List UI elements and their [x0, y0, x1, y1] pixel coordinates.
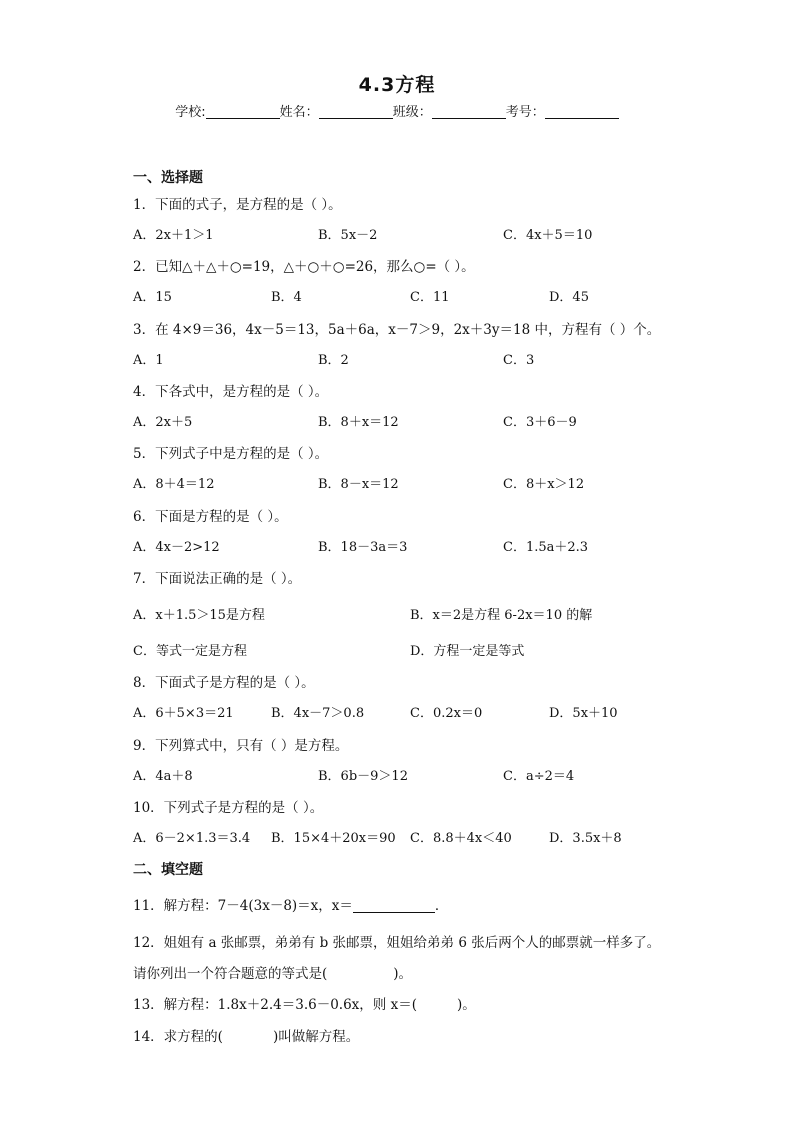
question-8-option-d[interactable]: D．5x＋10	[549, 706, 618, 721]
school-blank[interactable]	[206, 104, 280, 119]
question-5-stem: 5．下列式子中是方程的是（ ）。	[133, 446, 329, 462]
class-blank[interactable]	[432, 104, 506, 119]
question-9-option-b[interactable]: B．6b－9＞12	[318, 769, 408, 784]
question-12-line-2-start: 请你列出一个符合题意的等式是(	[133, 966, 328, 982]
question-7-option-c[interactable]: C．等式一定是方程	[133, 644, 247, 659]
question-13-end: )。	[456, 997, 476, 1013]
question-12-line-2-end: )。	[393, 966, 413, 982]
question-8-option-b[interactable]: B．4x－7＞0.8	[271, 706, 365, 721]
question-3-option-c[interactable]: C．3	[503, 353, 535, 368]
question-13-stem: 13．解方程：1.8x＋2.4＝3.6－0.6x，则 x＝(	[133, 997, 417, 1013]
question-12-line-2	[133, 962, 412, 982]
question-2-option-d[interactable]: D．45	[549, 290, 589, 305]
question-14-stem: 14．求方程的(	[133, 1029, 223, 1045]
question-10-option-a[interactable]: A．6－2×1.3＝3.4	[133, 831, 251, 846]
name-blank[interactable]	[319, 104, 393, 119]
section-choice-heading: 一、选择题	[133, 170, 203, 186]
name-label: 姓名：	[279, 105, 319, 120]
question-7-option-d[interactable]: D．方程一定是等式	[410, 644, 525, 659]
question-8-option-c[interactable]: C．0.2x＝0	[410, 706, 483, 721]
question-1-stem: 1．下面的式子，是方程的是（ ）。	[133, 197, 342, 213]
question-8-stem: 8．下面式子是方程的是（ ）。	[133, 675, 315, 691]
question-1-option-c[interactable]: C．4x＋5＝10	[503, 228, 593, 243]
question-7-option-a[interactable]: A．x＋1.5＞15是方程	[133, 608, 265, 623]
question-2-option-c[interactable]: C．11	[410, 290, 450, 305]
question-2-stem: 2．已知△＋△＋○=19，△＋○＋○=26，那么○=（ ）。	[133, 259, 475, 275]
question-5-option-a[interactable]: A．8＋4＝12	[133, 477, 215, 492]
page-title: 4.3方程	[358, 74, 436, 96]
question-6-option-c[interactable]: C．1.5a＋2.3	[503, 540, 589, 555]
question-4-option-b[interactable]: B．8＋x＝12	[318, 415, 399, 430]
question-10-option-d[interactable]: D．3.5x＋8	[549, 831, 622, 846]
question-4-option-a[interactable]: A．2x＋5	[133, 415, 193, 430]
question-5-option-c[interactable]: C．8＋x＞12	[503, 477, 585, 492]
question-9-stem: 9．下列算式中，只有（ ）是方程。	[133, 738, 349, 754]
question-10-option-b[interactable]: B．15×4＋20x＝90	[271, 831, 396, 846]
question-11	[133, 894, 448, 914]
question-1-option-a[interactable]: A．2x＋1＞1	[133, 228, 214, 243]
question-14	[133, 1025, 359, 1045]
question-8-option-a[interactable]: A．6＋5×3＝21	[133, 706, 234, 721]
question-13	[133, 993, 476, 1013]
question-3-option-a[interactable]: A．1	[133, 353, 164, 368]
question-14-end: )叫做解方程。	[272, 1029, 360, 1045]
question-3-option-b[interactable]: B．2	[318, 353, 349, 368]
student-info-line	[0, 101, 794, 120]
question-1-option-b[interactable]: B．5x－2	[318, 228, 378, 243]
question-3-stem: 3．在 4×9＝36，4x－5＝13，5a＋6a，x－7＞9，2x＋3y＝18 中，方程有（ ）个。	[133, 322, 661, 338]
number-label: 考号：	[505, 105, 545, 120]
question-9-option-c[interactable]: C．a÷2＝4	[503, 769, 575, 784]
question-11-stem: 11．解方程：7－4(3x－8)＝x，x＝	[133, 898, 353, 914]
question-2-option-a[interactable]: A．15	[133, 290, 172, 305]
question-9-option-a[interactable]: A．4a＋8	[133, 769, 193, 784]
question-11-answer-blank[interactable]	[353, 898, 435, 913]
question-7-stem: 7．下面说法正确的是（ ）。	[133, 571, 302, 587]
question-10-stem: 10．下列式子是方程的是（ ）。	[133, 800, 324, 816]
question-6-stem: 6．下面是方程的是（ ）。	[133, 509, 288, 525]
class-label: 班级：	[392, 105, 432, 120]
question-6-option-b[interactable]: B．18－3a＝3	[318, 540, 408, 555]
section-fill-heading: 二、填空题	[133, 862, 203, 878]
question-12-line-1: 12．姐姐有 a 张邮票，弟弟有 b 张邮票，姐姐给弟弟 6 张后两个人的邮票就一样多了。	[133, 935, 661, 951]
number-blank[interactable]	[545, 104, 619, 119]
question-10-option-c[interactable]: C．8.8＋4x＜40	[410, 831, 512, 846]
question-6-option-a[interactable]: A．4x－2>12	[133, 540, 220, 555]
question-4-option-c[interactable]: C．3＋6－9	[503, 415, 577, 430]
question-11-end: ．	[434, 898, 449, 914]
question-2-option-b[interactable]: B．4	[271, 290, 302, 305]
question-5-option-b[interactable]: B．8－x＝12	[318, 477, 399, 492]
question-4-stem: 4．下各式中，是方程的是（ ）。	[133, 384, 329, 400]
school-label: 学校:	[175, 105, 206, 120]
question-7-option-b[interactable]: B．x＝2是方程 6-2x＝10 的解	[410, 608, 593, 623]
